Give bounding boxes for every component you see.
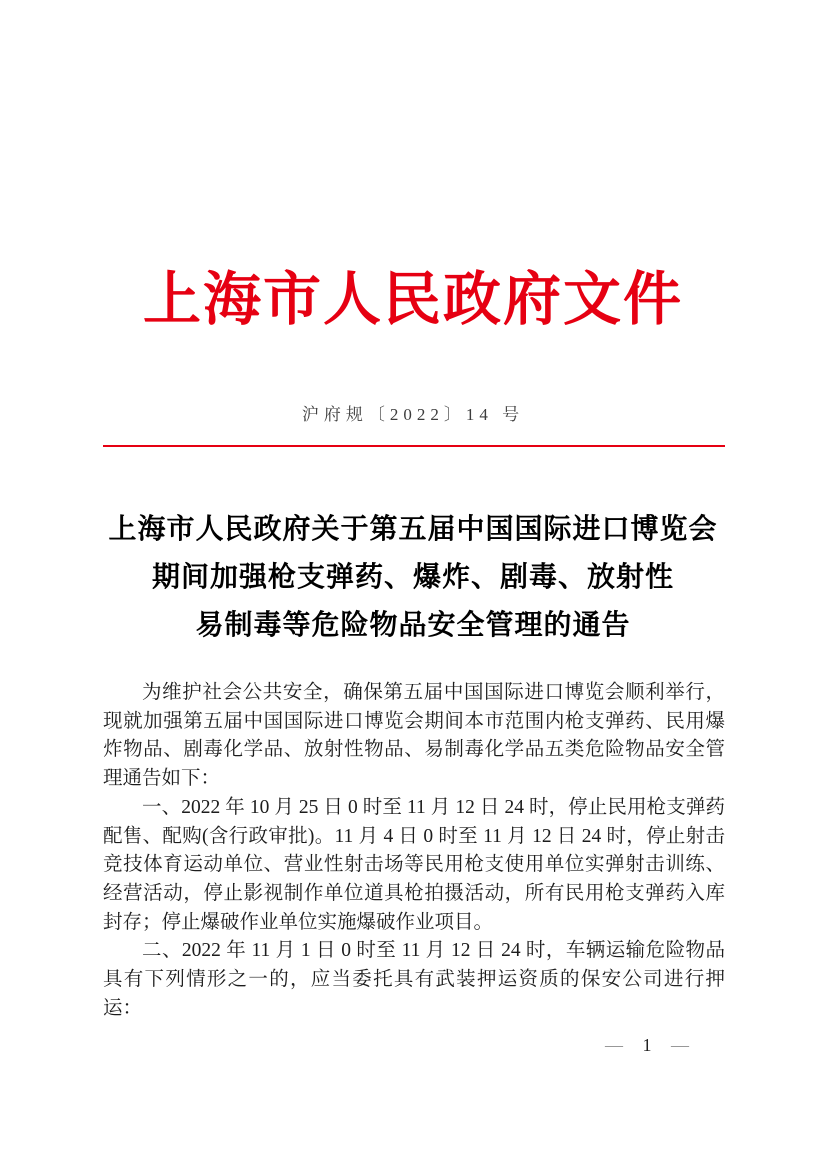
- paragraph-item-2: 二、2022 年 11 月 1 日 0 时至 11 月 12 日 24 时，车辆运输危险物品具有下列情形之一的，应当委托具有武装押运资质的保安公司进行押运：: [103, 940, 725, 1019]
- red-divider-line: [103, 445, 725, 447]
- document-org-title: 上海市人民政府文件: [142, 267, 683, 332]
- document-body: [103, 679, 725, 1023]
- document-number: 沪府规〔2022〕14 号: [301, 405, 525, 424]
- page-number-dash-right: —: [671, 1035, 689, 1055]
- page-footer: [0, 1033, 826, 1057]
- title-line-2: 期间加强枪支弹药、爆炸、剧毒、放射性: [151, 562, 674, 593]
- paragraph-intro: 为维护社会公共安全，确保第五届中国国际进口博览会顺利举行，现就加强第五届中国国际进口博览会期间本市范围内枪支弹药、民用爆炸物品、剧毒化学品、放射性物品、易制毒化学品五类危险物品安全管理通告如下：: [103, 682, 725, 790]
- page-number-value: 1: [642, 1035, 652, 1055]
- paragraph-item-1: 一、2022 年 10 月 25 日 0 时至 11 月 12 日 24 时，停止民用枪支弹药配售、配购(含行政审批)。11 月 4 日 0 时至 11 月 12 日 24 时，停止射击竞技体育运动单位、营业性射击场等民用枪支使用单位实弹射击训练、经营活动，停止影视制作单位道具枪拍摄活动，所有民用枪支弹药入库封存；停止爆破作业单位实施爆破作业项目。: [103, 796, 725, 933]
- document-title: [60, 506, 766, 650]
- title-line-3: 易制毒等危险物品安全管理的通告: [195, 610, 631, 641]
- page-number-dash-left: —: [605, 1035, 623, 1055]
- title-line-1: 上海市人民政府关于第五届中国国际进口博览会: [108, 514, 718, 545]
- page-number: [596, 1033, 698, 1057]
